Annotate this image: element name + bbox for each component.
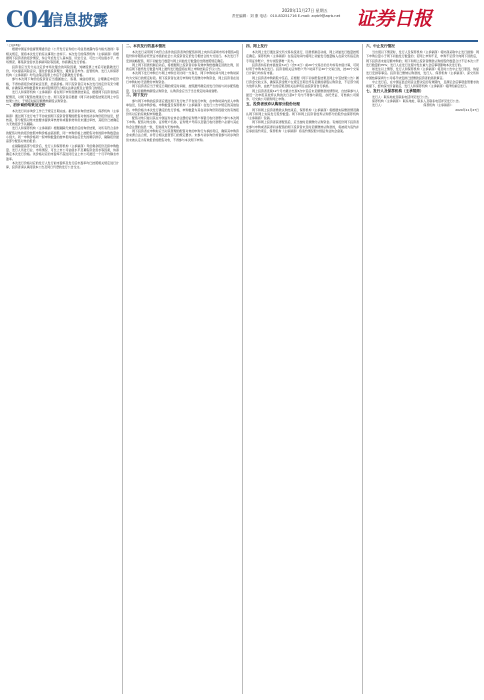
section-heading: 六、中止发行情况 bbox=[366, 44, 395, 48]
section-heading: 二、本次发行的基本情况 bbox=[126, 44, 166, 48]
column-2 bbox=[126, 44, 239, 694]
section-heading: 五、投资者放弃认购部分股份处理 bbox=[246, 101, 300, 106]
paragraph: 网下和网上投资者缴款认购结束后，保荐机构（主承销商）将根据实际缴款情况确认网下和网上实际发行股份数量。网下和网上投资者放弃认购部分的股份由保荐机构（主承销商）包销。 bbox=[246, 107, 359, 121]
paragraph: 网上投资者申购新股中签后，应根据《网下初步配售结果及网上中签结果公告》履行资金交收义务，确保其资金账户在规定日期日终有足额的新股认购资金，不足部分视为放弃认购，由此产生的后果及相关法律责任由投资者自行承担。 bbox=[246, 75, 359, 89]
column-3 bbox=[246, 44, 359, 694]
paragraph: 本次网上发行通过深交所交易系统进行，回拨机制启动前，网上初始发行数量按规定确定。保荐机构（主承销商）在指定时间内将网上初始发行数量输入在深交所指定的专用证券账户，作为该股票唯一卖方。 bbox=[246, 50, 359, 63]
paragraph: 投资者持有的市值按其T-2日（含T-2日）前20个交易日的日均持有市值计算，可同时用于申购本次发行。投资者相关证券账户开户时间不足20个交易日的，按20个交易日计算日均持有市值。 bbox=[246, 62, 359, 76]
paragraph: 网上网下回拨机制启动后，将根据网上投资者初步有效申购倍数确定回拨比例，回拨后网下最终发行数量与网上最终发行数量将在网上申购结束后予以公告。 bbox=[126, 62, 239, 72]
section-title: 信息披露 bbox=[48, 11, 109, 29]
page-number: C04 bbox=[6, 7, 52, 33]
paragraph: 发行人：联系地址及联系电话详见发行公告。 bbox=[372, 94, 431, 99]
paragraph: 参与本次网下询价的投资者应当遵循独立、客观、诚信的原则，合理确定申报价格，不得协商报价或者故意压低、抬高价格。网下投资者应对本次发行的定价有充分理解，并确保其申购数量和未来持股情况符合相关法律法规及主管部门的规定。 bbox=[6, 77, 119, 91]
column-divider bbox=[242, 44, 243, 694]
column-divider bbox=[362, 44, 363, 694]
article-body bbox=[6, 44, 478, 694]
paragraph: 投资者应当充分关注定价市场化蕴含的风险因素，知晓股票上市后可能跌破发行价，切实提高风险意识，强化价值投资理念，避免盲目炒作。监管机构、发行人和保荐机构（主承销商）均无法保证股票上市后不会跌破发行价格。 bbox=[6, 64, 119, 78]
header-divider bbox=[6, 40, 478, 42]
paragraph: 本次发行价格对应的发行人发行前市盈率及发行后市盈率均已按照相关规定进行计算，投资者请认真阅读本公告及同日刊登的发行公告全文。 bbox=[6, 160, 119, 170]
paragraph: 网上投资者连续12个月内累计出现3次中签后未足额缴款的情形时，自结算参与人最近一次申报其放弃认购的次日起6个月内不得参与新股、存托凭证、可转换公司债券、可交换公司债券网上申购。 bbox=[246, 88, 359, 102]
paragraph: 本次发行采用网下向符合条件的投资者询价配售和网上向持有深圳市场非限售A股股份和非限售存托凭证市值的社会公众投资者定价发行相结合的方式进行。本次发行不安排战略配售，网下初始发行数量与网上初始发行数量的比例按照规定确定。 bbox=[126, 50, 239, 63]
paragraph: 如发生以上情形，发行人和保荐机构（主承销商）将及时公告中止发行原因、恢复发行安排等事宜。投资者已缴纳认购款的，发行人、保荐机构（主承销商）、深交所和中国结算深圳分公司将尽快安排已经缴款投资者的退款事宜。 bbox=[366, 67, 479, 80]
editor-info: 责任编辑：刘 康 电话：010-83251716 E-mail: zqrb9@zqrb.net bbox=[232, 14, 341, 18]
paragraph: 根据中国证券监督管理委员会《公开发行证券的公司信息披露内容与格式准则》等相关规定，现将本次发行的有关事项公告如下。本次发行的保荐机构（主承销商）将根据网下投资者的报价情况，综合考虑发行人基本面、所处行业、可比公司估值水平、市场情况、募集资金需求及承销风险等因素，协商确定发行价格。 bbox=[6, 47, 119, 65]
paragraph: 当出现以下情况时，发行人及保荐机构（主承销商）将协商采取中止发行措施：网下申购总量小于网下初始发行数量的；若网上申购不足，申购不足部分向网下回拨后，网下投资者未能足额申购的；网下和网上投资者缴款认购的股份数量合计不足本次公开发行数量的70%；发行人在发行过程中发生重大会后事项影响本次发行的。 bbox=[366, 50, 479, 67]
paragraph: 网下和网上投资者获得配售后，应当按时足额缴付认购资金。有效报价网下投资者未参与申购或者获得初步配售的网下投资者未及时足额缴纳认购款的，将被视为违约并应承担违约责任，保荐机构（主承销商）将违约情况报中国证券业协会备案。 bbox=[246, 120, 359, 134]
paragraph: 保荐机构（主承销商）：联系地址、联系人及联系电话详见发行公告。 bbox=[372, 98, 462, 103]
issue-date: 2020年11月27日 星期五 bbox=[282, 8, 328, 13]
continued-label: （上接C3版） bbox=[6, 44, 23, 47]
section-heading: 一、初步询价结果及定价 bbox=[6, 103, 46, 108]
section-heading: 三、网下发行 bbox=[126, 92, 148, 97]
paragraph: 配售对象只能以其在中国证券业协会注册的证券账户和银行收付款账户参与本次网下申购。配售对象全称、证券账户名称、证券账户号码以及银行收付款账户必须与其在协会注册的信息一致，否则视为无效申购。 bbox=[126, 116, 239, 129]
paragraph: 发行人和保荐机构（主承销商）将在网下申购及缴款结束后，根据网下投资者的获配情况，对网下配售结果进行公告。网下投资者应根据《网下初步配售结果及网上中签结果公告》，于规定时间足额缴纳新股认购资金。 bbox=[6, 90, 119, 103]
column-4 bbox=[366, 44, 479, 694]
paragraph: 网下投资者应当于规定日期的规定时间前，按照最终确定的发行价格与初步配售数量，及时足额缴纳新股认购资金，认购资金应当于当日规定时间前到账。 bbox=[126, 84, 239, 93]
section-heading: 七、发行人及保荐机构（主承销商） bbox=[366, 88, 424, 93]
paragraph: 本次发行初步询价工作已于规定日期完成。截至初步询价结束时，保荐机构（主承销商）通过网下发行电子平台收到网下投资者管理的配售对象的初步询价报价信息，经核查，部分配售对象未按要求提供审核材料或提供材料但未通过审核，其报价已被确定为无效报价予以剔除。 bbox=[6, 109, 119, 127]
paragraph: 本次网下发行申购日与网上申购日同为同一交易日，网下申购时间与网上申购时间均为交易日的规定时段。网下投资者在进行申购时无需缴付申购资金，网上投资者在进行申购时亦无需缴付申购资金。 bbox=[126, 71, 239, 85]
column-1 bbox=[6, 44, 119, 694]
paragraph: 参与网下申购的投资者应通过网下发行电子平台进行申购，在申购时间内录入申购单信息，包括申购价格、申购数量及保荐机构（主承销商）在发行公告中规定的其他信息。申购价格为本次发行确定的发行价格，申购数量为其在初步询价阶段提交的有效报价所对应的有效拟申购数量。 bbox=[126, 98, 239, 116]
signature-line: 发行人： 保荐机构（主承销商）： bbox=[372, 103, 455, 108]
column-divider bbox=[122, 44, 123, 694]
page-header bbox=[0, 0, 484, 44]
paragraph: 网下投资者在申购时应当对其管理的配售对象的申购行为承担责任，确保其申购资金来源合法合规，并符合相关监管部门的规定要求。未参与初步询价或者参与初步询价但未被认定为有效报价的配售对象，不得参与本次网下申购。 bbox=[126, 129, 239, 142]
paragraph: 中止发行后，在中国证监会同意注册决定的有效期内，且满足会后事项监管要求的前提下，经向深交所备案后，发行人和保荐机构（主承销商）将择机重启发行。 bbox=[366, 80, 479, 89]
paragraph: 发行人和保荐机构（主承销商）根据剔除无效报价后的询价结果，对所有符合条件的配售对象的报价按照申购价格由高到低、同一申购价格上按配售对象的拟申购数量由小到大、同一申购价格同一拟申购数量的按申报时间由后至先的顺序排序，剔除报价最高部分配售对象的报价。 bbox=[6, 126, 119, 144]
signature-date: 2020年11月27日 bbox=[455, 107, 479, 112]
newspaper-logo: 证券日报 bbox=[356, 8, 433, 30]
section-heading: 四、网上发行 bbox=[246, 44, 268, 48]
paragraph: 在剔除最高部分报价后，发行人和保荐机构（主承销商）考虑剩余报价及拟申购数量、发行人所处行业、市场情况、可比上市公司估值水平及募集资金需求等因素，协商确定本次发行价格。该价格对应的市盈率不超过同行业上市公司最近一个月平均静态市盈率。 bbox=[6, 143, 119, 161]
